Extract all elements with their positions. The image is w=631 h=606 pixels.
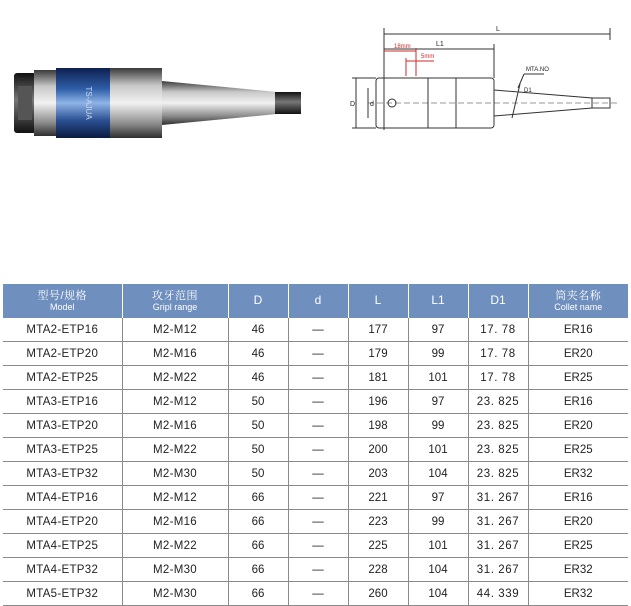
cell-model: MTA2-ETP20: [3, 342, 122, 366]
table-body: [3, 318, 628, 606]
cell-L: 225: [348, 534, 408, 558]
cell-D1: 23. 825: [468, 414, 528, 438]
mta-no-label: MTA.NO: [526, 67, 549, 73]
cell-d: —: [288, 558, 348, 582]
blue-body: [56, 68, 112, 138]
table-row: [3, 318, 628, 342]
cell-grip-range: M2-M30: [122, 582, 228, 606]
cell-L: 200: [348, 438, 408, 462]
table-row: [3, 558, 628, 582]
cell-L: 228: [348, 558, 408, 582]
cell-L: 260: [348, 582, 408, 606]
cell-L1: 104: [408, 462, 468, 486]
technical-drawing: [348, 16, 623, 146]
table-row: [3, 534, 628, 558]
cell-D1: 17. 78: [468, 342, 528, 366]
cell-D1: 23. 825: [468, 390, 528, 414]
cell-D: 46: [228, 342, 288, 366]
cell-L1: 101: [408, 534, 468, 558]
cell-L: 181: [348, 366, 408, 390]
cell-d: —: [288, 462, 348, 486]
cell-collet-name: ER25: [528, 438, 628, 462]
cell-D1: 31. 267: [468, 534, 528, 558]
cell-L1: 99: [408, 414, 468, 438]
table-row: [3, 390, 628, 414]
dim-L1-label: L1: [436, 41, 444, 48]
header-D1: D1: [468, 284, 528, 318]
header-L1: L1: [408, 284, 468, 318]
cell-model: MTA4-ETP20: [3, 510, 122, 534]
cell-L1: 97: [408, 318, 468, 342]
product-photo: [12, 58, 312, 148]
cell-collet-name: ER16: [528, 486, 628, 510]
header-grip-range: 攻牙范围 Gripl range: [122, 284, 228, 318]
cell-L: 177: [348, 318, 408, 342]
cell-D1: 31. 267: [468, 486, 528, 510]
cell-grip-range: M2-M22: [122, 438, 228, 462]
cell-D: 46: [228, 318, 288, 342]
cell-L: 223: [348, 510, 408, 534]
table-row: [3, 486, 628, 510]
cell-collet-name: ER20: [528, 414, 628, 438]
cell-D: 50: [228, 414, 288, 438]
cell-L1: 99: [408, 510, 468, 534]
cell-L: 196: [348, 390, 408, 414]
cell-model: MTA4-ETP16: [3, 486, 122, 510]
cell-d: —: [288, 342, 348, 366]
dim-5mm-label: 5mm: [421, 54, 435, 60]
cell-L: 179: [348, 342, 408, 366]
cell-d: —: [288, 582, 348, 606]
dim-D-label: D: [350, 101, 356, 108]
dim-d-label: d: [370, 101, 374, 108]
spec-table: [3, 284, 628, 606]
cell-model: MTA3-ETP16: [3, 390, 122, 414]
table-row: [3, 438, 628, 462]
header-collet-name: 筒夹名称 Collet name: [528, 284, 628, 318]
header-D: D: [228, 284, 288, 318]
cell-D1: 44. 339: [468, 582, 528, 606]
cell-d: —: [288, 486, 348, 510]
cell-collet-name: ER20: [528, 510, 628, 534]
cell-D1: 17. 78: [468, 366, 528, 390]
cell-model: MTA4-ETP32: [3, 558, 122, 582]
cell-D: 66: [228, 510, 288, 534]
cell-collet-name: ER20: [528, 342, 628, 366]
cell-model: MTA3-ETP25: [3, 438, 122, 462]
cell-grip-range: M2-M12: [122, 390, 228, 414]
cell-d: —: [288, 534, 348, 558]
cell-L1: 101: [408, 366, 468, 390]
dim-18mm-label: 18mm: [394, 44, 411, 50]
cell-D: 66: [228, 534, 288, 558]
cell-L1: 104: [408, 582, 468, 606]
cell-collet-name: ER32: [528, 462, 628, 486]
cell-collet-name: ER32: [528, 582, 628, 606]
table-row: [3, 342, 628, 366]
taper-shank: [162, 81, 277, 125]
engraving-text: TS-AJUA: [84, 86, 93, 120]
cell-d: —: [288, 390, 348, 414]
cell-d: —: [288, 318, 348, 342]
cell-D: 66: [228, 486, 288, 510]
cell-d: —: [288, 510, 348, 534]
cell-collet-name: ER25: [528, 534, 628, 558]
cell-D: 66: [228, 582, 288, 606]
cell-D: 50: [228, 438, 288, 462]
cell-collet-name: ER25: [528, 366, 628, 390]
cell-grip-range: M2-M16: [122, 414, 228, 438]
cell-grip-range: M2-M22: [122, 366, 228, 390]
header-L: L: [348, 284, 408, 318]
cell-D1: 23. 825: [468, 438, 528, 462]
cell-D1: 31. 267: [468, 510, 528, 534]
cell-L1: 97: [408, 486, 468, 510]
cell-collet-name: ER16: [528, 318, 628, 342]
cell-D: 66: [228, 558, 288, 582]
cell-collet-name: ER32: [528, 558, 628, 582]
cell-model: MTA5-ETP32: [3, 582, 122, 606]
cell-L: 203: [348, 462, 408, 486]
header-model: 型号/规格 Model: [3, 284, 122, 318]
cell-D1: 23. 825: [468, 462, 528, 486]
cell-grip-range: M2-M12: [122, 486, 228, 510]
cell-L: 198: [348, 414, 408, 438]
cell-grip-range: M2-M22: [122, 534, 228, 558]
table-header-row: [3, 284, 628, 318]
cell-model: MTA3-ETP20: [3, 414, 122, 438]
cell-L1: 99: [408, 342, 468, 366]
tang: [275, 92, 301, 114]
cell-d: —: [288, 366, 348, 390]
cell-D: 50: [228, 462, 288, 486]
cell-D: 46: [228, 366, 288, 390]
cell-model: MTA4-ETP25: [3, 534, 122, 558]
cell-model: MTA2-ETP16: [3, 318, 122, 342]
cell-D1: 31. 267: [468, 558, 528, 582]
cell-D: 50: [228, 390, 288, 414]
cell-d: —: [288, 414, 348, 438]
cell-D1: 17. 78: [468, 318, 528, 342]
cell-collet-name: ER16: [528, 390, 628, 414]
header-d: d: [288, 284, 348, 318]
cell-d: —: [288, 438, 348, 462]
cell-L: 221: [348, 486, 408, 510]
table-row: [3, 414, 628, 438]
cell-grip-range: M2-M16: [122, 342, 228, 366]
table-row: [3, 366, 628, 390]
cell-L1: 104: [408, 558, 468, 582]
cell-model: MTA3-ETP32: [3, 462, 122, 486]
cell-grip-range: M2-M30: [122, 462, 228, 486]
dim-L-label: L: [496, 26, 500, 33]
table-row: [3, 510, 628, 534]
dim-D1-label: D1: [524, 88, 532, 94]
cell-grip-range: M2-M12: [122, 318, 228, 342]
steel-sleeve: [110, 68, 162, 138]
cell-grip-range: M2-M30: [122, 558, 228, 582]
cell-L1: 101: [408, 438, 468, 462]
table-row: [3, 462, 628, 486]
cell-grip-range: M2-M16: [122, 510, 228, 534]
table-row: [3, 582, 628, 606]
collar: [34, 70, 58, 136]
cell-model: MTA2-ETP25: [3, 366, 122, 390]
cell-L1: 97: [408, 390, 468, 414]
